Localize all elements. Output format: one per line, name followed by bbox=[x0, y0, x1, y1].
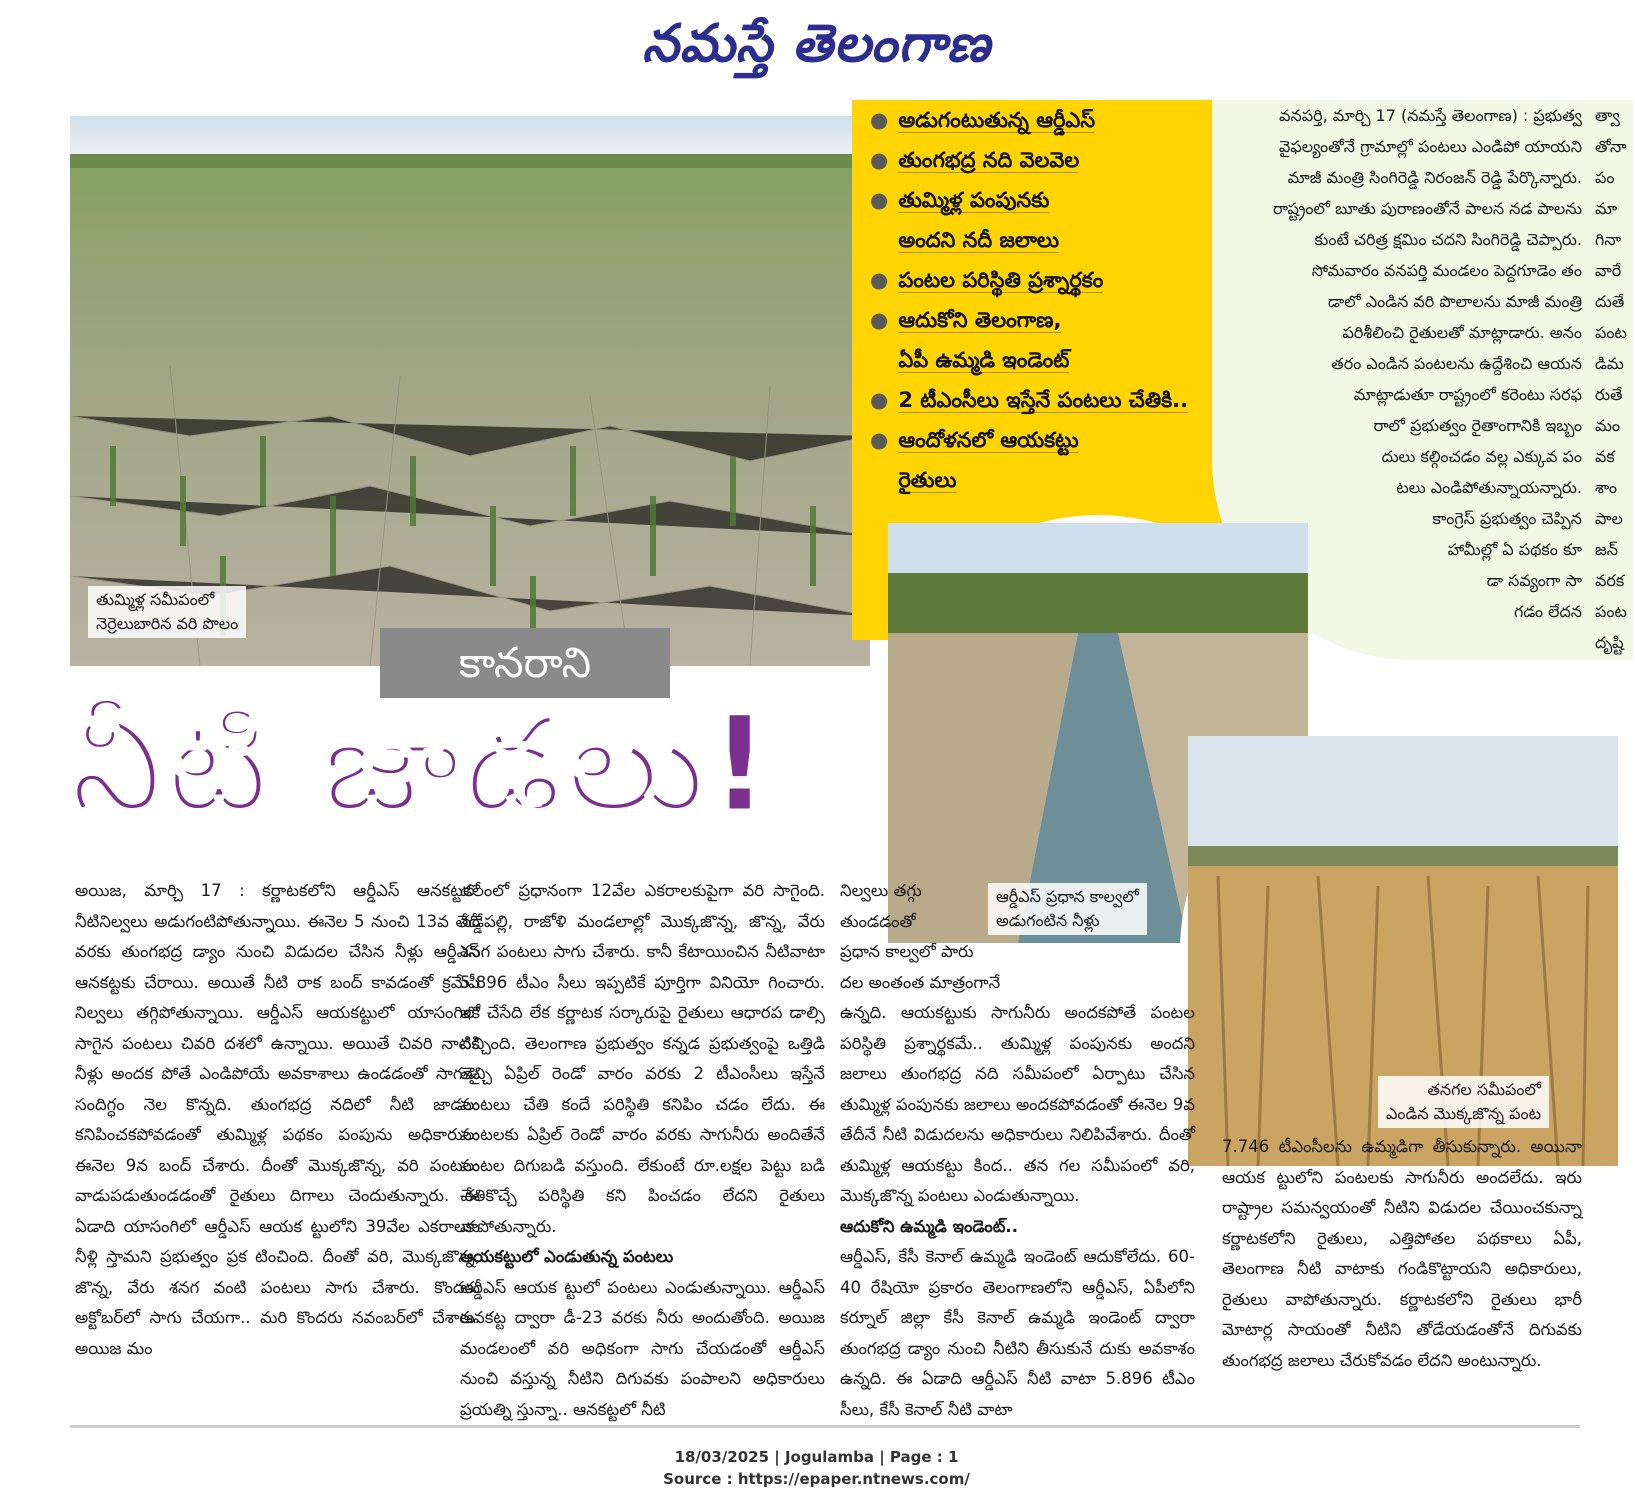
edge-text-fragment: జన్ bbox=[1595, 540, 1618, 559]
highlight-item bbox=[870, 100, 1250, 140]
highlight-item bbox=[870, 180, 1250, 220]
caption-line: అడుగంటిన నీళ్లు bbox=[996, 911, 1100, 930]
bullet-icon: ● bbox=[870, 388, 889, 412]
bullet-icon: ● bbox=[870, 308, 889, 332]
edge-text-fragment: వక bbox=[1595, 447, 1615, 466]
bullet-icon: ● bbox=[870, 268, 889, 292]
edge-text-fragment: తోనా bbox=[1595, 137, 1627, 156]
caption-line: ఆర్డీఎస్ ప్రధాన కాల్వలో bbox=[996, 887, 1139, 906]
highlight-text: ఏపీ ఉమ్మడి ఇండెంట్ bbox=[898, 348, 1070, 372]
highlight-item bbox=[870, 380, 1250, 420]
highlight-item bbox=[870, 220, 1250, 260]
newspaper-masthead: నమస్తే తెలంగాణ bbox=[642, 14, 991, 74]
sidebar-article-line: మాజీ మంత్రి సింగిరెడ్డి నిరంజన్ రెడ్డి పేర్కొన్నారు. bbox=[1287, 168, 1582, 187]
bullet-icon: ● bbox=[870, 108, 889, 132]
article-column-3 bbox=[840, 876, 1195, 1425]
sidebar-article-line: రాష్ట్రంలో బూతు పురాణంతోనే పాలన నడ పాలను bbox=[1273, 199, 1582, 218]
caption-line: తుమ్మిళ్ల సమీపంలో bbox=[96, 590, 215, 609]
highlight-text: తుమ్మిళ్ల పంపునకు bbox=[898, 188, 1050, 212]
highlight-text: రైతులు bbox=[898, 468, 957, 492]
highlight-text: అడుగంటుతున్న ఆర్డీఎస్ bbox=[898, 108, 1096, 132]
bullet-icon: ● bbox=[870, 188, 889, 212]
sidebar-article-line: గడం లేదన bbox=[1514, 602, 1582, 621]
article-column-2 bbox=[460, 876, 825, 1425]
caption-line: తనగల సమీపంలో bbox=[1427, 1080, 1541, 1099]
article-line: తుండడంతో bbox=[840, 911, 916, 931]
article-column-4 bbox=[1222, 1132, 1582, 1376]
highlight-item bbox=[870, 140, 1250, 180]
article-subheading: ఆయకట్టులో ఎండుతున్న పంటలు bbox=[460, 1247, 674, 1266]
edge-text-fragment: మా bbox=[1595, 199, 1618, 218]
edge-text-fragment: వరక bbox=[1595, 571, 1625, 590]
sidebar-article-line: డాలో ఎండిన వరి పొలాలను మాజీ మంత్రి bbox=[1327, 292, 1582, 311]
highlight-text: ఆందోళనలో ఆయకట్టు bbox=[898, 428, 1079, 452]
highlight-text: ఆదుకోని తెలంగాణ, bbox=[898, 308, 1062, 332]
sidebar-article-line: పరిశీలించి రైతులతో మాట్లాడారు. అనం bbox=[1342, 323, 1582, 342]
highlight-text: అందని నదీ జలాలు bbox=[898, 228, 1060, 252]
highlight-item bbox=[870, 300, 1250, 340]
page-footer bbox=[0, 1446, 1633, 1490]
footer-divider bbox=[70, 1425, 1580, 1428]
edge-text-fragment: గినా bbox=[1595, 230, 1621, 249]
bullet-icon: ● bbox=[870, 428, 889, 452]
edge-text-fragment: పం bbox=[1595, 168, 1615, 187]
sidebar-article-line: డా సవ్యంగా సా bbox=[1486, 571, 1582, 590]
caption-line: నెర్రెలుబారిన వరి పొలం bbox=[96, 614, 239, 633]
highlights-list bbox=[870, 100, 1250, 500]
article-paragraph: అయిజ, మార్చి 17 : కర్ణాటకలోని ఆర్డీఎస్ ఆనకట్టలో నీటినిల్వలు అడుగంటిపోతున్నాయి. ఈనెల 5 నుంచి 13వ తేదీ వరకు తుంగభద్ర డ్యాం నుంచి విడుదల చేసిన నీళ్లు ఆర్డీఎస్ ఆనకట్టకు చేరాయి. అయితే నీటి రాక బంద్ కావడంతో క్రమేపీ నిల్వలు తగ్గిపోతున్నాయి. ఆర్డీఎస్ ఆయకట్టులో యాసంగిలో సాగైన పంటలు చివరి దశలో ఉన్నాయి. అయితే చివరి నాటికి నీళ్లు అందక పోతే ఎండిపోయే అవకాశాలు ఉండడంతో సాగుపై సందిగ్ధం నెల కొన్నది. తుంగభద్ర నదిలో నీటి జాడలు కనిపించకపోవడంతో తుమ్మిళ్ల పథకం పంపును అధికారులు ఈనెల 9న బంద్ చేశారు. దీంతో మొక్కజొన్న, వరి పంటలు వాడుపడుతుండడంతో రైతులు దిగాలు చెందుతున్నారు. ఈ ఏడాది యాసంగిలో ఆర్డీఎస్ ఆయక ట్టులోని 39వేల ఎకరాలకు నీళ్లి స్తామని ప్రభుత్వం ప్రక టించింది. దీంతో వరి, మొక్కజొన్న, జొన్న, వేరు శనగ వంటి పంటలు సాగు చేశారు. కొందరు అక్టోబర్‌లో సాగు చేయగా.. మరి కొందరు నవంబర్‌లో చేశారు. అయిజ మం bbox=[75, 881, 480, 1358]
highlight-item bbox=[870, 340, 1250, 380]
article-paragraph: ఆర్డీఎస్, కేసీ కెనాల్ ఉమ్మడి ఇండెంట్ ఆదుకోలేదు. 60- 40 రేషియో ప్రకారం తెలంగాణలోని ఆర్డీఎస్, ఏపీలోని కర్నూల్ జిల్లా కేసీ కెనాల్ ఉమ్మడి ఇండెంట్ ద్వారా తుంగభద్ర డ్యాం నుంచి నీటిని తీసుకునే దుకు అవకాశం ఉన్నది. ఈ ఏడాది ఆర్డీఎస్ నీటి వాటా 5.896 టీఎం సీలు, కేసీ కెనాల్ నీటి వాటా bbox=[840, 1247, 1195, 1419]
main-headline: నీటి జాడలు! bbox=[70, 688, 774, 842]
article-paragraph: ఆర్డీఎస్ ఆయక ట్టులో పంటలు ఎండుతున్నాయి. ఆర్డీఎస్ ఆనకట్ట ద్వారా డీ-23 వరకు నీరు అందుతోంది. అయిజ మండలంలో వరి అధికంగా సాగు చేయడంతో ఆర్డీఎస్ నుంచి వస్తున్న నీటిని దిగువకు పంపాలని అధికారులు ప్రయత్ని స్తున్నా.. ఆనకట్టలో నీటి bbox=[460, 1277, 825, 1419]
headline-kicker: కానరాని bbox=[380, 628, 670, 698]
edge-text-fragment: దృష్టి bbox=[1595, 633, 1624, 652]
edge-text-fragment: రుతే bbox=[1595, 385, 1623, 404]
article-subheading: ఆదుకోని ఉమ్మడి ఇండెంట్.. bbox=[840, 1216, 1018, 1236]
highlight-text: 2 టీఎంసీలు ఇస్తేనే పంటలు చేతికి.. bbox=[898, 388, 1189, 412]
sidebar-article-line: సోమవారం వనపర్తి మండలం పెద్దగూడెం తం bbox=[1311, 261, 1582, 280]
highlight-text: తుంగభద్ర నది వెలవెల bbox=[898, 148, 1080, 172]
edition-info: 18/03/2025 | Jogulamba | Page : 1 bbox=[674, 1448, 959, 1466]
sidebar-article-line: రాలో ప్రభుత్వం రైతాంగానికి ఇబ్బం bbox=[1373, 416, 1582, 435]
sidebar-article-line: తరం ఎండిన పంటలను ఉద్దేశించి ఆయన bbox=[1331, 354, 1582, 373]
bullet-icon: ● bbox=[870, 148, 889, 172]
highlight-item bbox=[870, 420, 1250, 460]
field-photo-caption bbox=[88, 586, 246, 638]
sidebar-article-line: కుంటే చరిత్ర క్షమిం చదని సింగిరెడ్డి చెప్పారు. bbox=[1314, 230, 1582, 249]
source-link[interactable]: Source : https://epaper.ntnews.com/ bbox=[663, 1470, 970, 1488]
edge-text-fragment: పాల bbox=[1595, 509, 1623, 528]
highlight-text: పంటల పరిస్థితి ప్రశ్నార్థకం bbox=[898, 268, 1104, 292]
article-paragraph: డలంలో ప్రధానంగా 12వేల ఎకరాలకుపైగా వరి సాగైంది. వడ్డేపల్లి, రాజోళి మండలాల్లో మొక్కజొన్న, జొన్న, వేరు శనగ పంటలు సాగు చేశారు. కానీ కేటాయించిన నీటివాటా 5.896 టీఎం సీలు ఇప్పటికే పూర్తిగా వినియో గించారు. ఇక చేసేది లేక కర్ణాటక సర్కారుపై రైతులు ఆధారప డాల్సి వచ్చింది. తెలంగాణ ప్రభుత్వం కన్నడ ప్రభుత్వంపై ఒత్తిడి తెచ్చి ఏప్రిల్ రెండో వారం వరకు 2 టీఎంసీలు ఇస్తేనే పంటలు చేతి కందే పరిస్థితి కనిపిం చడం లేదు. ఈ పంటలకు ఏప్రిల్ రెండో వారం వరకు సాగునీరు అందితేనే పంటల దిగుబడి వస్తుంది. లేకుంటే రూ.లక్షల పెట్టు బడి చేతికొచ్చే పరిస్థితి కని పించడం లేదని రైతులు వాపోతున్నారు. bbox=[460, 881, 825, 1236]
edge-text-fragment: డిమ bbox=[1595, 354, 1624, 373]
edge-text-fragment: శాం bbox=[1595, 478, 1618, 497]
article-line: నిల్వలు తగ్గు bbox=[840, 881, 922, 900]
article-paragraph: 7.746 టీఎంసీలను ఉమ్మడిగా తీసుకున్నారు. అయినా ఆయక ట్టులోని పంటలకు సాగునీరు అందలేదు. ఇరు రాష్ట్రాల సమన్వయంతో నీటిని విడుదల చేయించకున్నా కర్ణాటకలోని రైతులు, ఎత్తిపోతల పథకాలు ఏపీ, తెలంగాణ నీటి వాటాకు గండికొట్టాయని అధికారులు, రైతులు వాపోతున్నారు. కర్ణాటకలోని రైతులు భారీ మోటార్ల సాయంతో నీటిని తోడేయడంతోనే దిగువకు తుంగభద్ర జలాలు చేరుకోవడం లేదని అంటున్నారు. bbox=[1222, 1137, 1582, 1370]
adjacent-article-edge bbox=[1595, 100, 1635, 652]
sidebar-article-line: టలు ఎండిపోతున్నాయన్నారు. bbox=[1396, 478, 1582, 497]
crop-photo-caption bbox=[1378, 1076, 1549, 1128]
edge-text-fragment: పంట bbox=[1595, 602, 1627, 621]
article-column-1 bbox=[75, 876, 480, 1364]
edge-text-fragment: వారే bbox=[1595, 261, 1622, 280]
sidebar-article-line: మాట్లాడుతూ రాష్ట్రంలో కరెంటు సరఫ bbox=[1353, 385, 1582, 404]
edge-text-fragment: త్వా bbox=[1595, 106, 1620, 125]
sidebar-article-line: దులు కల్గించడం వల్ల ఎక్కువ పం bbox=[1381, 447, 1582, 466]
edge-text-fragment: దుతే bbox=[1595, 292, 1625, 311]
edge-text-fragment: మం bbox=[1595, 416, 1621, 435]
dry-paddy-field-photo bbox=[70, 116, 870, 666]
sidebar-article-line: హామీల్లో ఏ పథకం కూ bbox=[1447, 540, 1582, 559]
highlight-item bbox=[870, 460, 1250, 500]
sidebar-article-line: వనపర్తి, మార్చి 17 (నమస్తే తెలంగాణ) : ప్రభుత్వ bbox=[1279, 106, 1582, 125]
sidebar-article-line: వైఫల్యంతోనే గ్రామాల్లో పంటలు ఎండిపో యాయని bbox=[1278, 137, 1582, 156]
article-line: దల అంతంత మాత్రంగానే bbox=[840, 972, 1001, 992]
article-paragraph: ఉన్నది. ఆయకట్టుకు సాగునీరు అందకపోతే పంటల పరిస్థితి ప్రశ్నార్థకమే.. తుమ్మిళ్ల పంపునకు అందని జలాలు తుంగభద్ర నది సమీపంలో ఏర్పాటు చేసిన తుమ్మిళ్ల పంపునకు జలాలు అందకపోవడంతో ఈనెల 9వ తేదీనే నీటి విడుదలను అధికారులు నిలిపివేశారు. దీంతో తుమ్మిళ్ల ఆయకట్టు కింద.. తన గల సమీపంలో వరి, మొక్కజొన్న పంటలు ఎండుతున్నాయి. bbox=[840, 1003, 1195, 1205]
edge-text-fragment: పంట bbox=[1595, 323, 1627, 342]
column-3-wrapped-lines bbox=[840, 876, 1195, 998]
dried-maize-crop-photo bbox=[1180, 728, 1626, 1174]
highlight-item bbox=[870, 260, 1250, 300]
article-line: ప్రధాన కాల్వలో పారు bbox=[840, 942, 974, 961]
caption-line: ఎండిన మొక్కజొన్న పంట bbox=[1386, 1104, 1541, 1123]
sidebar-article-line: కాంగ్రెస్ ప్రభుత్వం చెప్పిన bbox=[1432, 509, 1582, 528]
